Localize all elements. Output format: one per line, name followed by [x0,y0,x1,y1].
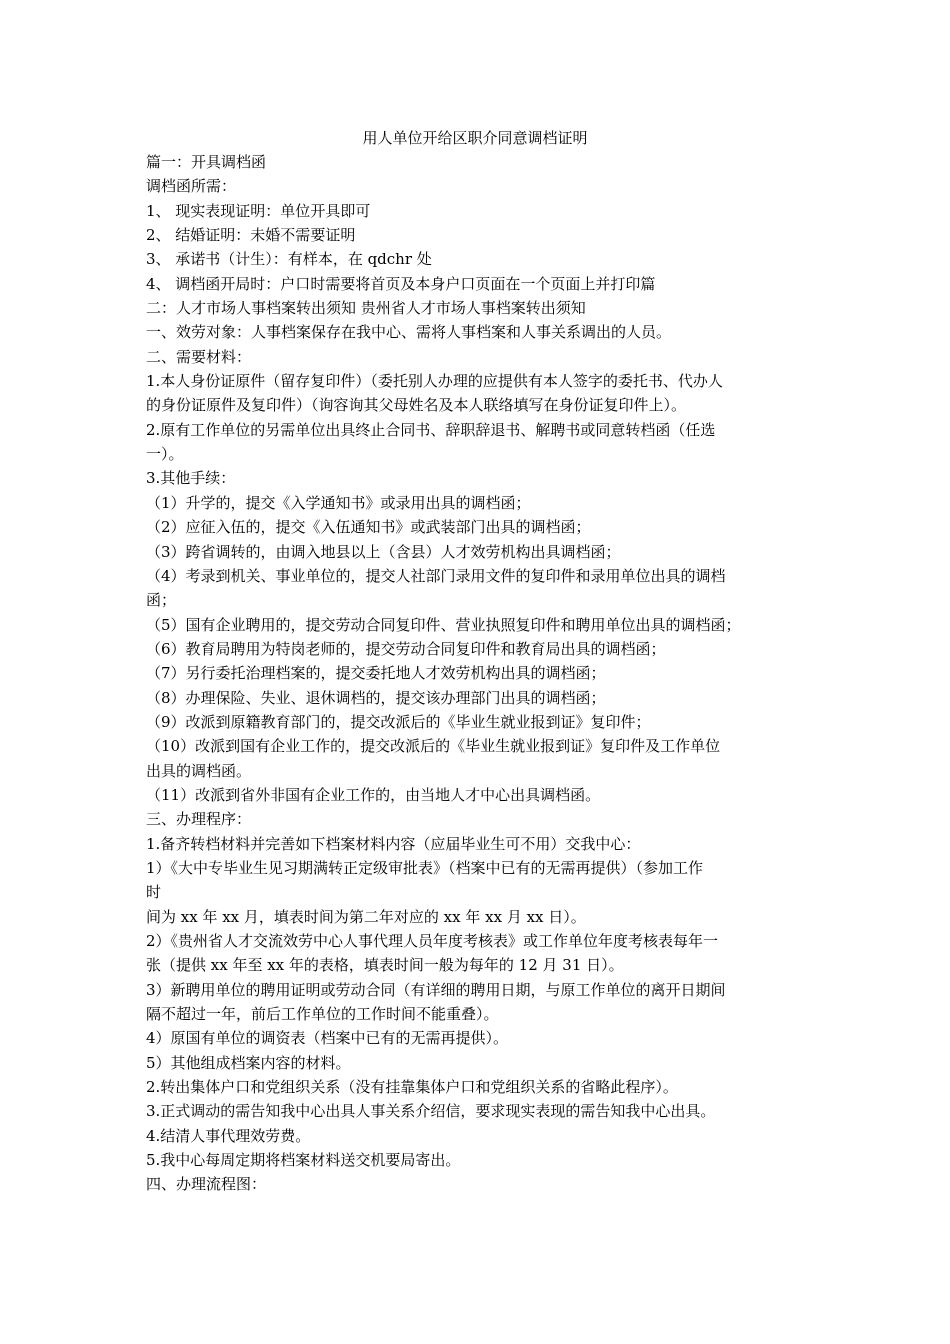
text-line: 二、需要材料： [146,347,252,366]
text-line: 间为 xx 年 xx 月，填表时间为第二年对应的 xx 年 xx 月 xx 日）。 [146,907,586,926]
text-line: 一）。 [146,445,184,464]
text-line: 4.结清人事代理效劳费。 [146,1126,311,1145]
text-line: 的身份证原件及复印件）（询容询其父母姓名及本人联络填写在身份证复印件上）。 [146,396,687,415]
text-line: 隔不超过一年，前后工作单位的工作时间不能重叠）。 [146,1005,499,1024]
text-line: 篇一：开具调档函 [146,153,267,171]
text-line: （5）国有企业聘用的，提交劳动合同复印件、营业执照复印件和聘用单位出具的调档函； [146,615,741,634]
text-line: 函； [146,591,177,610]
text-line: 3、 承诺书（计生）：有样本，在 qdchr 处 [146,250,432,269]
text-line: 二：人才市场人事档案转出须知 贵州省人才市场人事档案转出须知 [146,299,586,318]
text-line: （4）考录到机关、事业单位的，提交人社部门录用文件的复印件和录用单位出具的调档 [146,566,726,585]
text-line: 2、 结婚证明：未婚不需要证明 [146,226,356,245]
text-line: 出具的调档函。 [146,761,252,780]
text-line: 1.备齐转档材料并完善如下档案材料内容（应届毕业生可不用）交我中心： [146,834,641,853]
text-line: （11）改派到省外非国有企业工作的，由当地人才中心出具调档函。 [146,785,601,804]
text-line: 4）原国有单位的调资表（档案中已有的无需再提供）。 [146,1029,509,1048]
text-line: （7）另行委托治理档案的，提交委托地人才效劳机构出具的调档函； [146,664,606,683]
text-line: 3.正式调动的需告知我中心出具人事关系介绍信，要求现实表现的需告知我中心出具。 [146,1102,716,1121]
text-line: 张（提供 xx 年至 xx 年的表格，填表时间一般为每年的 12 月 31 日）。 [146,956,624,975]
text-line: （9）改派到原籍教育部门的，提交改派后的《毕业生就业报到证》复印件； [146,712,651,731]
text-line: 时 [146,883,162,902]
document-body [146,150,811,1197]
text-line: 四、办理流程图： [146,1175,267,1194]
text-line: 三、办理程序： [146,810,252,829]
text-line: 4、 调档函开局时：户口时需要将首页及本身户口页面在一个页面上并打印篇 [146,274,656,293]
text-line: 调档函所需： [146,177,237,196]
text-line: （10）改派到国有企业工作的，提交改派后的《毕业生就业报到证》复印件及工作单位 [146,737,721,756]
text-line: （1）升学的，提交《入学通知书》或录用出具的调档函； [146,493,531,512]
text-line: 1、 现实表现证明：单位开具即可 [146,201,371,220]
text-line: 5）其他组成档案内容的材料。 [146,1053,351,1072]
text-line: 5.我中心每周定期将档案材料送交机要局寄出。 [146,1151,461,1170]
text-line: （6）教育局聘用为特岗老师的，提交劳动合同复印件和教育局出具的调档函； [146,639,666,658]
text-line: （2）应征入伍的，提交《入伍通知书》或武装部门出具的调档函； [146,518,591,537]
text-line: （8）办理保险、失业、退休调档的，提交该办理部门出具的调档函； [146,688,606,707]
document-title: 用人单位开给区职介同意调档证明 [362,129,588,147]
text-line: 3）新聘用单位的聘用证明或劳动合同（有详细的聘用日期，与原工作单位的离开日期间 [146,980,726,999]
text-line: 2.原有工作单位的另需单位出具终止合同书、辞职辞退书、解聘书或同意转档函（任选 [146,420,716,439]
text-line: 2）《贵州省人才交流效劳中心人事代理人员年度考核表》或工作单位年度考核表每年一 [146,932,719,950]
text-line: 1）《大中专毕业生见习期满转正定级审批表》（档案中已有的无需再提供）（参加工作 [146,858,704,877]
text-line: （3）跨省调转的，由调入地县以上（含县）人才效劳机构出具调档函； [146,542,621,561]
text-line: 3.其他手续： [146,469,236,488]
text-line: 1.本人身份证原件（留存复印件）（委托别人办理的应提供有本人签字的委托书、代办人 [146,372,723,391]
text-line: 一、效劳对象：人事档案保存在我中心、需将人事档案和人事关系调出的人员。 [146,323,672,342]
text-line: 2.转出集体户口和党组织关系（没有挂靠集体户口和党组织关系的省略此程序）。 [146,1078,678,1097]
